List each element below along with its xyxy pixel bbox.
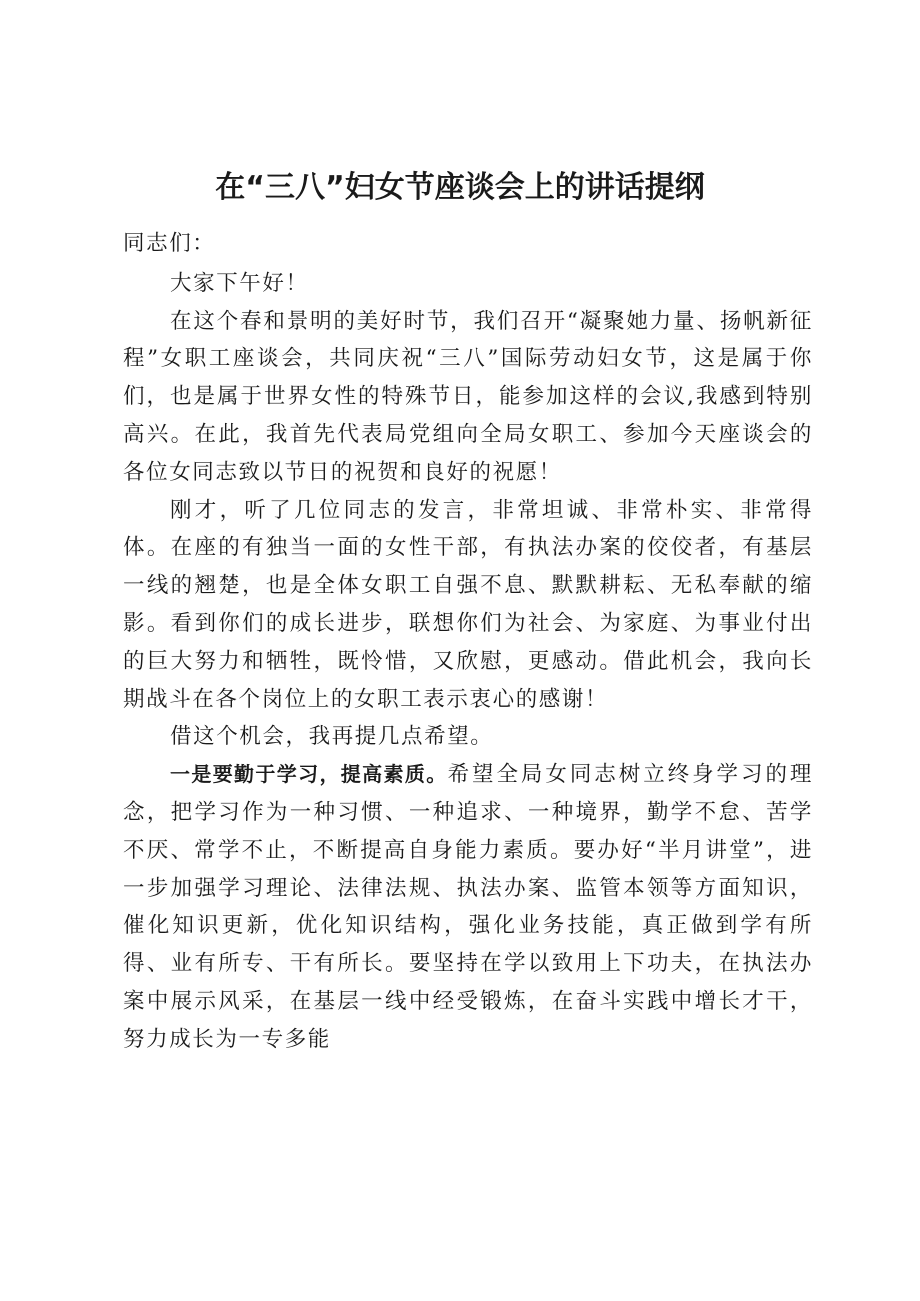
salutation: 同志们： <box>123 231 216 256</box>
point-one-text: 希望全局女同志树立终身学习的理念，把学习作为一种习惯、一种追求、一种境界，勤学不怠、苦学不厌、常学不止，不断提高自身能力素质。要办好“半月讲堂”，进一步加强学习理论、法律法规、执法办案、监管本领等方面知识，催化知识更新，优化知识结构，强化业务技能，真正做到学有所得、业有所专、干有所长。要坚持在学以致用上下功夫，在执法办案中展示风采，在基层一线中经受锻炼，在奋斗实践中增长才干，努力成长为一专多能 <box>123 762 813 1052</box>
document-body <box>123 225 813 1059</box>
point-one-lead: 一是要勤于学习，提高素质。 <box>170 762 448 787</box>
greeting-paragraph: 大家下午好！ <box>170 270 309 296</box>
opening-paragraph: 在这个春和景明的美好时节，我们召开“凝聚她力量、扬帆新征程”女职工座谈会，共同庆祝“三八”国际劳动妇女节，这是属于你们，也是属于世界女性的特殊节日，能参加这样的会议,我感到特别高兴。在此，我首先代表局党组向全局女职工、参加今天座谈会的各位女同志致以节日的祝贺和良好的祝愿！ <box>123 308 813 485</box>
document-title: 在“三八”妇女节座谈会上的讲话提纲 <box>215 170 705 205</box>
point-one-paragraph <box>123 756 813 1058</box>
hopes-intro-paragraph: 借这个机会，我再提几点希望。 <box>170 724 494 750</box>
speeches-paragraph: 刚才，听了几位同志的发言，非常坦诚、非常朴实、非常得体。在座的有独当一面的女性干部，有执法办案的佼佼者，有基层一线的翘楚，也是全体女职工自强不息、默默耕耘、无私奉献的缩影。看到你们的成长进步，联想你们为社会、为家庭、为事业付出的巨大努力和牺牲，既怜惜，又欣慰，更感动。借此机会，我向长期战斗在各个岗位上的女职工表示衷心的感谢！ <box>123 497 813 712</box>
